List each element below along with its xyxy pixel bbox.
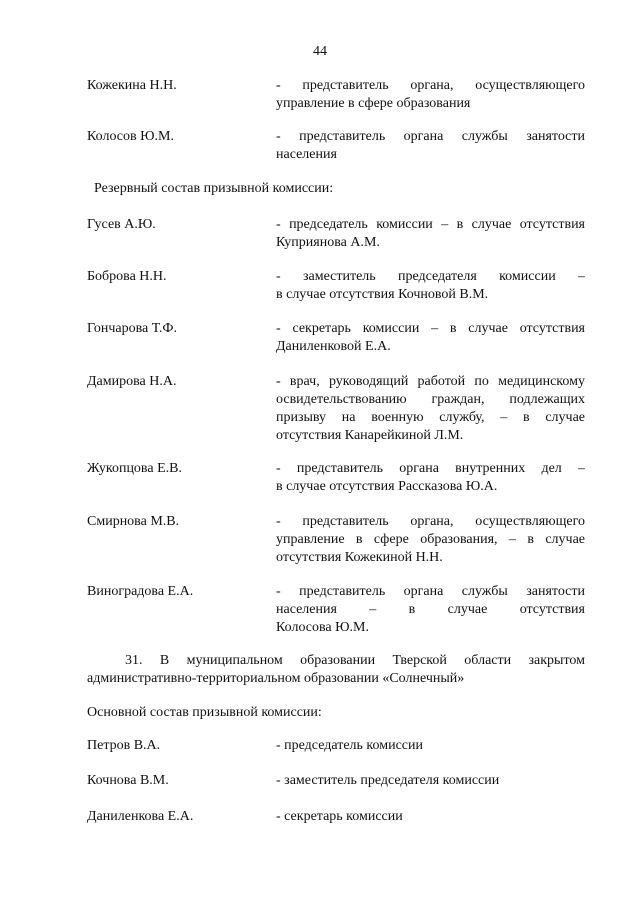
member-role-line: призыву на военную службу, – в случае (276, 410, 585, 425)
member-name: Жукопцова Е.В. (87, 461, 182, 476)
member-role-line: отсутствия Кожекиной Н.Н. (276, 550, 443, 565)
member-name: Гусев А.Ю. (87, 217, 156, 232)
member-role-line: - представитель органа службы занятости (276, 584, 585, 599)
main-heading: Основной состав призывной комиссии: (87, 705, 322, 720)
member-name: Кожекина Н.Н. (87, 78, 177, 93)
member-name: Дамирова Н.А. (87, 374, 177, 389)
member-name: Боброва Н.Н. (87, 269, 167, 284)
member-role-line: - заместитель председателя комиссии – (276, 269, 585, 284)
member-role-line: Куприянова А.М. (276, 235, 380, 250)
reserve-heading: Резервный состав призывной комиссии: (94, 181, 334, 196)
member-role-line: в случае отсутствия Рассказова Ю.А. (276, 479, 498, 494)
member-role-line: - врач, руководящий работой по медицинскому (276, 374, 585, 389)
member-role-line: - секретарь комиссии – в случае отсутствия (276, 321, 585, 336)
member-role-line: Колосова Ю.М. (276, 620, 369, 635)
member-name: Колосов Ю.М. (87, 129, 174, 144)
member-name: Виноградова Е.А. (87, 584, 194, 599)
member-role-line: управление в сфере образования, – в случае (276, 532, 585, 547)
member-role-line: отсутствия Канарейкиной Л.М. (276, 428, 464, 443)
member-role-line: - представитель органа службы занятости (276, 129, 585, 144)
item-31-line: административно-территориальном образовании «Солнечный» (87, 671, 465, 686)
member-role-line: - представитель органа, осуществляющего (276, 78, 585, 93)
member-role-line: управление в сфере образования (276, 96, 471, 111)
member-role-line: - председатель комиссии (276, 738, 423, 753)
member-name: Даниленкова Е.А. (87, 809, 194, 824)
member-name: Гончарова Т.Ф. (87, 321, 177, 336)
member-name: Петров В.А. (87, 738, 161, 753)
member-role-line: освидетельствованию граждан, подлежащих (276, 392, 585, 407)
member-role-line: населения – в случае отсутствия (276, 602, 585, 617)
item-31-line: 31. В муниципальном образовании Тверской области закрытом (125, 653, 585, 668)
member-role-line: - представитель органа, осуществляющего (276, 514, 585, 529)
member-role-line: Даниленковой Е.А. (276, 339, 391, 354)
member-role-line: - заместитель председателя комиссии (276, 773, 500, 788)
member-role-line: - председатель комиссии – в случае отсутствия (276, 217, 585, 232)
member-name: Смирнова М.В. (87, 514, 180, 529)
page-number: 44 (313, 44, 327, 59)
member-role-line: - представитель органа внутренних дел – (276, 461, 585, 476)
member-role-line: в случае отсутствия Кочновой В.М. (276, 287, 489, 302)
member-role-line: населения (276, 147, 337, 162)
member-role-line: - секретарь комиссии (276, 809, 403, 824)
member-name: Кочнова В.М. (87, 773, 169, 788)
